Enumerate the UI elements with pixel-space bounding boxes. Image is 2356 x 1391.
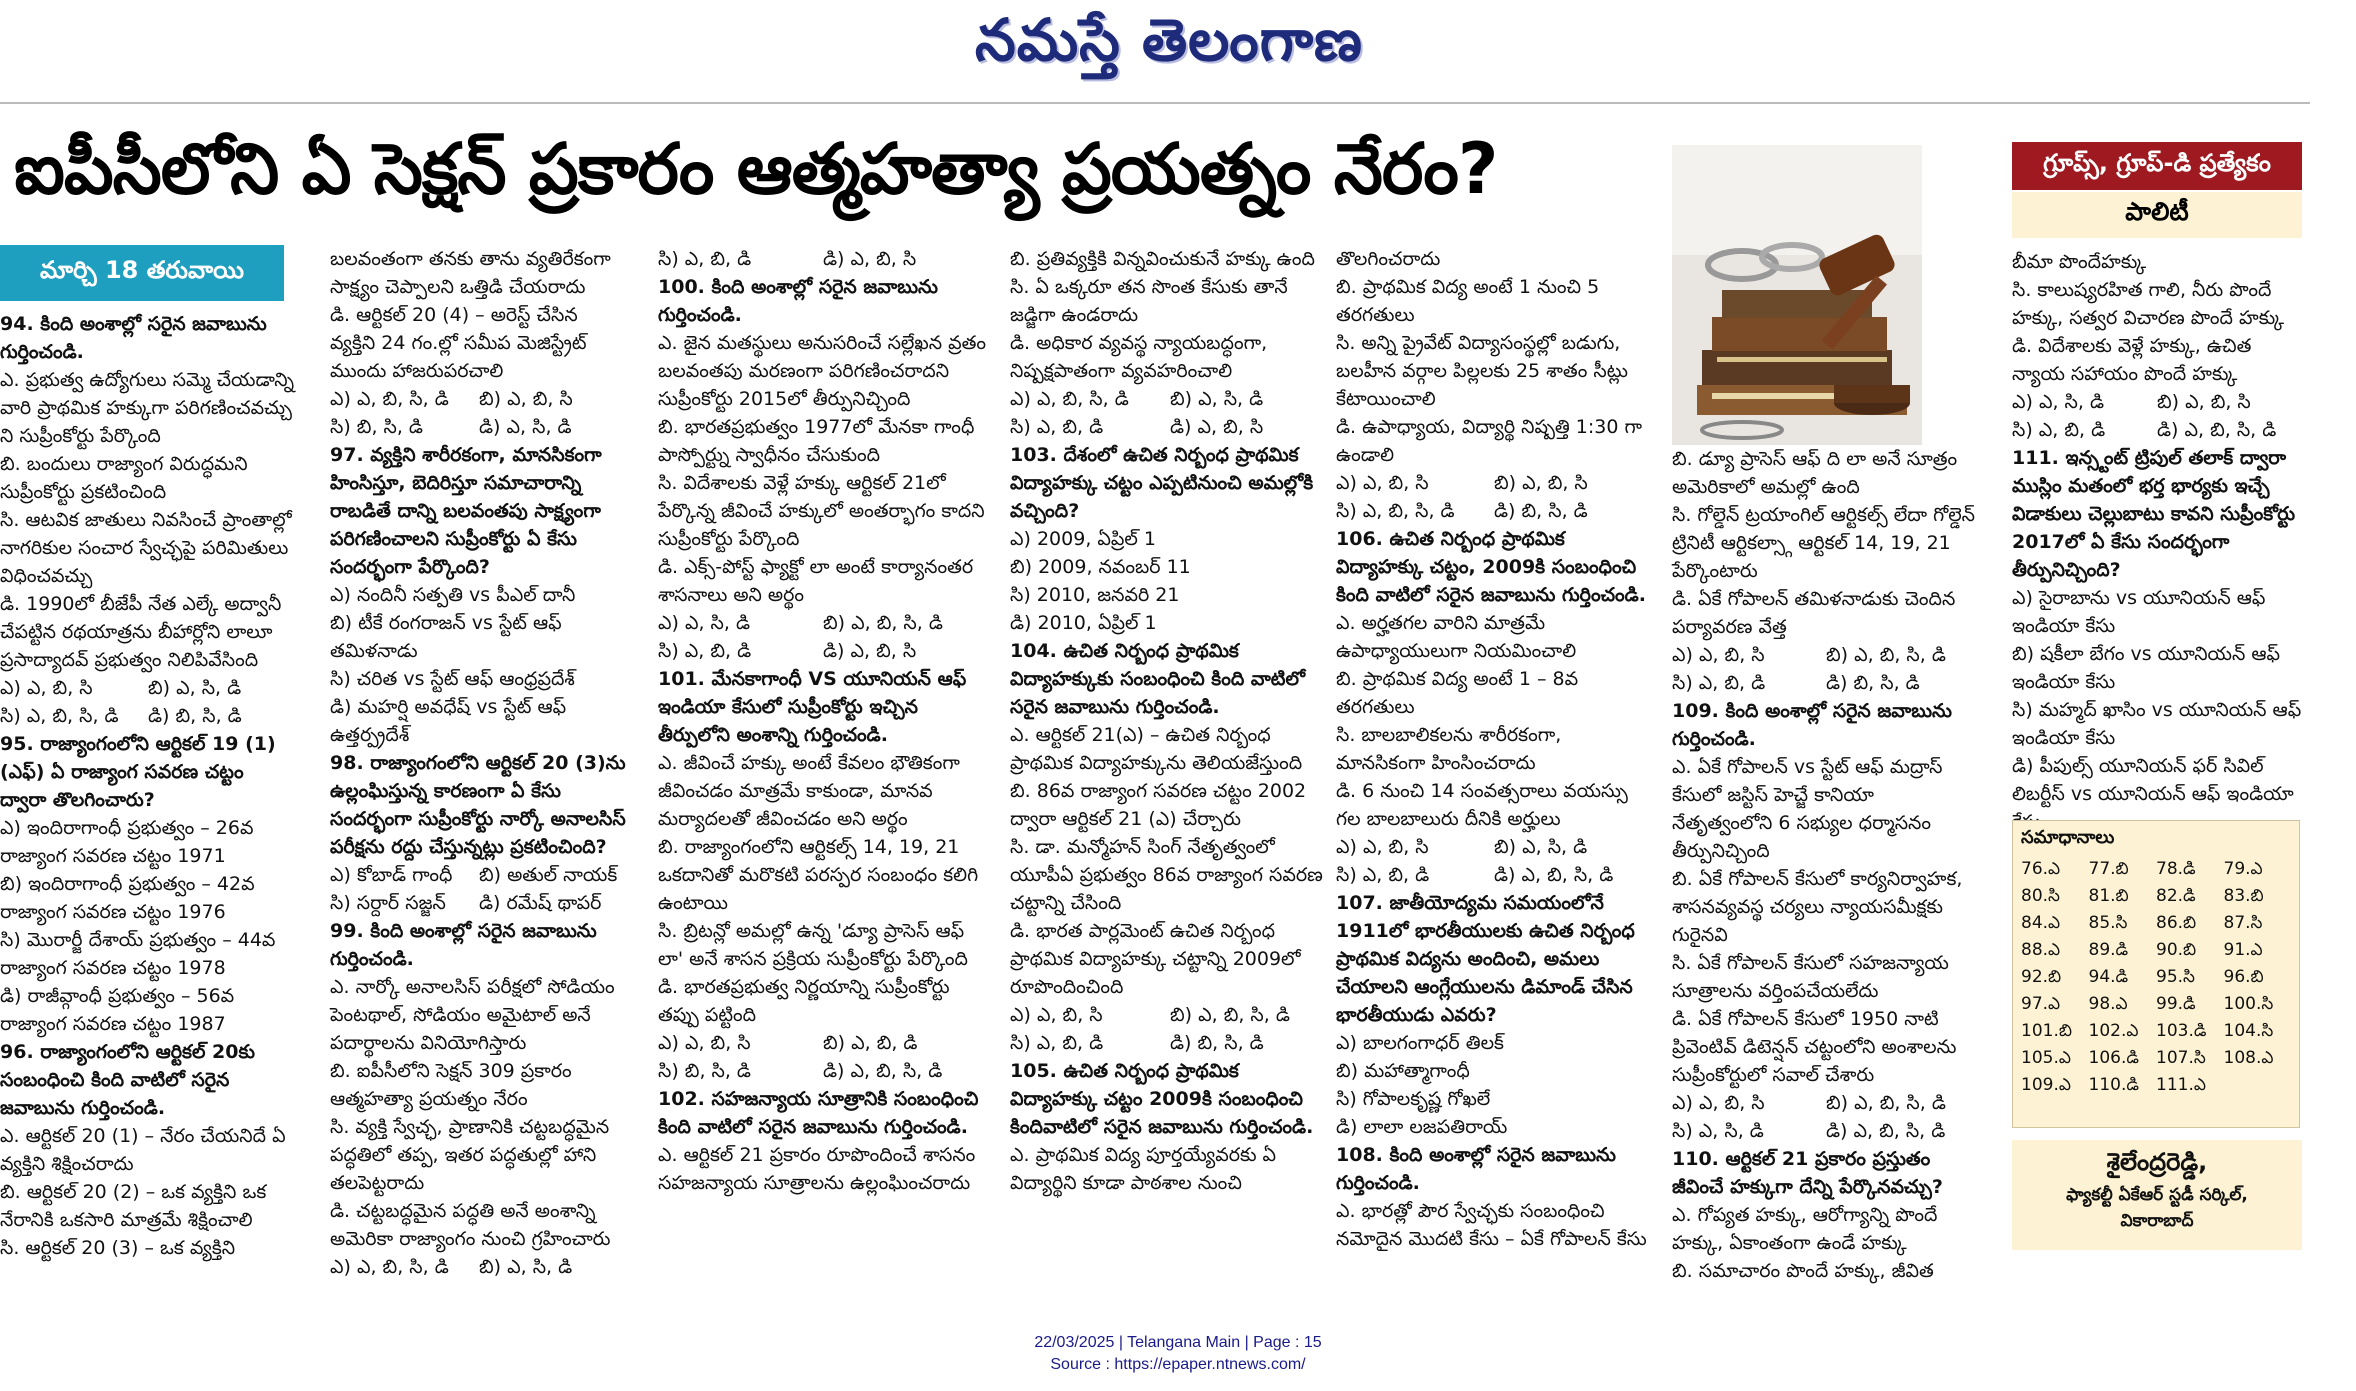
answer-key-item: 102.ఎ: [2088, 1021, 2139, 1041]
question-text: 108. కింది అంశాల్లో సరైన జవాబును గుర్తించండి.: [1336, 1144, 1616, 1194]
question-text: 102. సహజన్యాయ సూత్రానికి సంబంధించి కింది వాటిలో సరైన జవాబును గుర్తించండి.: [658, 1088, 979, 1138]
answer-options: [1336, 469, 1652, 525]
option-text: సి) గోపాలకృష్ణ గోఖలే: [1336, 1088, 1491, 1110]
option-text: బీమా పొందేహక్కు: [2012, 251, 2147, 273]
answer-option: డి) ఎ, బి, సి, డి: [823, 1060, 943, 1082]
option-text: బి. డ్యూ ప్రాసెస్ ఆఫ్ ది లా అనే సూత్రం అమెరికాలో అమల్లో ఉంది: [1672, 448, 1958, 498]
option-text: సి. వ్యక్తి స్వేచ్ఛ, ప్రాణానికి చట్టబద్ధమైన పద్ధతిలో తప్ప, ఇతర పద్ధతుల్లో హాని తలపెట్టరాదు: [330, 1116, 610, 1194]
answer-key-item: 89.డి: [2088, 940, 2129, 960]
answer-key-item: 92.బి: [2021, 967, 2062, 987]
answer-option: డి) రమేష్ థాపర్: [479, 892, 602, 914]
answer-key-item: 83.బి: [2223, 886, 2264, 906]
masthead-divider: [0, 102, 2310, 104]
option-text: డి) పీపుల్స్ యూనియన్ ఫర్ సివిల్ లిబర్టీస్ vs యూనియన్ ఆఫ్ ఇండియా: [2012, 755, 2294, 805]
answer-options: [658, 609, 988, 665]
answer-option: సి) ఎ, బి, డి: [658, 248, 752, 270]
option-text: ఎ. గోప్యత హక్కు, ఆరోగ్యాన్ని పొందే హక్కు, ఏకాంతంగా ఉండే హక్కు: [1672, 1204, 1938, 1254]
answer-option: ఎ) ఎ, బి, సి, డి: [330, 388, 449, 410]
answer-option: డి) బి, సి, డి: [1494, 500, 1588, 522]
answer-key-item: 99.డి: [2156, 994, 2196, 1014]
option-text: ఎ. జీవించే హక్కు అంటే కేవలం భౌతికంగా జీవించడం మాత్రమే కాకుండా, మానవ మర్యాదలతో జీవించడం అని అర్థం: [658, 752, 960, 830]
option-text: బి. ఆర్టికల్ 20 (2) – ఒక వ్యక్తిని ఒక నేరానికి ఒకసారి మాత్రమే శిక్షించాలి: [0, 1181, 267, 1231]
option-text: సి. అన్ని ప్రైవేట్ విద్యాసంస్థల్లో బడుగు, బలహీన వర్గాల పిల్లలకు 25 శాతం సీట్లు కేటాయించాలి: [1336, 332, 1628, 410]
option-text: డి. భారత పార్లమెంట్ ఉచిత నిర్బంధ ప్రాథమిక విద్యాహక్కు చట్టాన్ని 2009లో రూపొందించింది: [1010, 920, 1301, 998]
option-text: ఎ. ఆర్టికల్ 21(ఎ) – ఉచిత నిర్బంధ ప్రాథమిక విద్యాహక్కును తెలియజేస్తుంది: [1010, 724, 1303, 774]
article-column-3: [658, 245, 988, 1197]
article-column-7: [2012, 248, 2302, 836]
answer-option: సి) ఎ, బి, డి: [1010, 416, 1104, 438]
article-column-4: [1010, 245, 1330, 1197]
question-text: 94. కింది అంశాల్లో సరైన జవాబును గుర్తించండి.: [0, 313, 267, 363]
option-text: డి. ఎక్స్-పోస్ట్ ఫ్యాక్టో లా అంటే కార్యానంతర శాసనాలు అని అర్థం: [658, 556, 974, 606]
answer-key-item: 76.ఎ: [2021, 859, 2061, 879]
article-column-6: [1672, 445, 1980, 1285]
option-text: సి. గోల్డెన్ ట్రయాంగిల్ ఆర్టికల్స్ లేదా గోల్డెన్ ట్రినిటీ ఆర్టికల్స్గా ఆర్టికల్ 14, 19, 21 పేర్కొంటారు: [1672, 504, 1975, 582]
option-text: ఎ) ఇందిరాగాంధీ ప్రభుత్వం – 26వ రాజ్యాంగ సవరణ చట్టం 1971: [0, 817, 254, 867]
answer-key-item: 81.బి: [2088, 886, 2129, 906]
option-text: సి) చరిత vs స్టేట్ ఆఫ్ ఆంధ్రప్రదేశ్: [330, 668, 575, 690]
answer-option: డి) బి, సి, డి: [148, 705, 242, 727]
question-text: 95. రాజ్యాంగంలోని ఆర్టికల్ 19 (1) (ఎఫ్) ఏ రాజ్యాంగ సవరణ చట్టం ద్వారా తొలగించారు?: [0, 733, 276, 811]
answer-key-item: 91.ఎ: [2223, 940, 2263, 960]
answer-option: బి) ఎ, బి, సి: [2157, 391, 2251, 413]
footer-source-line: Source : https://epaper.ntnews.com/: [1050, 1356, 1306, 1373]
answer-option: డి) బి, సి, డి: [1826, 672, 1920, 694]
option-text: సి. విదేశాలకు వెళ్లే హక్కు ఆర్టికల్ 21లో పేర్కొన్న జీవించే హక్కులో అంతర్భాగం కాదని సుప్రీంకోర్టు పేర్కొంది: [658, 472, 985, 550]
answer-option: డి) ఎ, బి, సి, డి: [2157, 419, 2277, 441]
option-text: సి. బ్రిటన్లో అమల్లో ఉన్న 'డ్యూ ప్రాసెస్ ఆఫ్ లా' అనే శాసన ప్రక్రియ సుప్రీంకోర్టు పేర్కొంది: [658, 920, 968, 970]
option-text: డి) రాజీవ్గాంధీ ప్రభుత్వం – 56వ రాజ్యాంగ సవరణ చట్టం 1987: [0, 985, 235, 1035]
option-text: ఎ. అర్హతగల వారిని మాత్రమే ఉపాధ్యాయులుగా నియమించాలి: [1336, 612, 1577, 662]
author-affiliation: ఫ్యాకల్టీ ఏకేఆర్ స్టడీ సర్కిల్,: [2066, 1185, 2248, 1205]
option-text: సి) మొరార్జీ దేశాయ్ ప్రభుత్వం – 44వ రాజ్యాంగ సవరణ చట్టం 1978: [0, 929, 276, 979]
answer-key-item: 78.డి: [2156, 859, 2196, 879]
answer-option: ఎ) ఎ, బి, సి: [658, 1032, 751, 1054]
answer-option: ఎ) ఎ, బి, సి, డి: [1010, 388, 1129, 410]
option-text: తొలగించరాదు: [1336, 248, 1441, 270]
option-text: సి) మహ్మద్ ఖాసిం vs యూనియన్ ఆఫ్ ఇండియా కేసు: [2012, 699, 2302, 749]
author-name: శైలేంద్రరెడ్డి,: [2106, 1148, 2208, 1176]
answer-key-item: 109.ఎ: [2021, 1075, 2071, 1095]
question-text: 101. మేనకాగాంధీ VS యూనియన్ ఆఫ్ ఇండియా కేసులో సుప్రీంకోర్టు ఇచ్చిన తీర్పులోని అంశాన్ని గుర్తించండి.: [658, 668, 967, 746]
answer-options: [1010, 1001, 1330, 1057]
answer-option: ఎ) ఎ, బి, సి: [1010, 1004, 1103, 1026]
option-text: డి) 2010, ఏప్రిల్ 1: [1010, 612, 1157, 634]
option-text: ఎ) బాలగంగాధర్ తిలక్: [1336, 1032, 1504, 1054]
answer-option: ఎ) ఎ, బి, సి: [1672, 1092, 1765, 1114]
answer-option: సి) ఎ, బి, సి, డి: [1336, 500, 1455, 522]
option-text: ఎ. నార్కో అనాలసిస్ పరీక్షలో సోడియం పెంటథాల్, సోడియం అమైటాల్ అనే పదార్థాలను వినియోగిస్తారు: [330, 976, 615, 1054]
answer-option: సి) ఎ, బి, డి: [1672, 672, 1766, 694]
answer-key-item: 111.ఎ: [2156, 1075, 2206, 1095]
option-text: డి. విదేశాలకు వెళ్లే హక్కు, ఉచిత న్యాయ సహాయం పొందే హక్కు: [2012, 335, 2252, 385]
answer-options: [330, 861, 628, 917]
question-text: 99. కింది అంశాల్లో సరైన జవాబును గుర్తించండి.: [330, 920, 597, 970]
answer-key-grid: [2021, 856, 2291, 1099]
answer-option: డి) ఎ, బి, సి: [823, 640, 917, 662]
answer-option: బి) ఎ, సి, డి: [1494, 836, 1588, 858]
question-text: 97. వ్యక్తిని శారీరకంగా, మానసికంగా హింసిస్తూ, బెదిరిస్తూ సమాచారాన్ని రాబడితే దాన్ని బలవంతపు సాక్ష్యంగా పరిగణించాలని సుప్రీంకోర్టు ఏ కేసు సందర్భంగా పేర్కొంది?: [330, 444, 602, 578]
question-text: 96. రాజ్యాంగంలోని ఆర్టికల్ 20కు సంబంధించి కింది వాటిలో సరైన జవాబును గుర్తించండి.: [0, 1041, 255, 1119]
question-text: 110. ఆర్టికల్ 21 ప్రకారం ప్రస్తుతం జీవించే హక్కుగా దేన్ని పేర్కొనవచ్చు?: [1672, 1148, 1943, 1198]
option-text: సి. ఏకే గోపాలన్ కేసులో సహజన్యాయ సూత్రాలను వర్తింపచేయలేదు: [1672, 952, 1949, 1002]
option-text: డి. భారతప్రభుత్వ నిర్ణయాన్ని సుప్రీంకోర్టు తప్పు పట్టింది: [658, 976, 950, 1026]
option-text: ఎ. ఆర్టికల్ 21 ప్రకారం రూపొందించే శాసనం సహజన్యాయ సూత్రాలను ఉల్లంఘించరాదు: [658, 1144, 976, 1194]
answer-option: ఎ) ఎ, బి, సి: [1672, 644, 1765, 666]
answer-option: డి) బి, సి, డి: [1170, 1032, 1264, 1054]
option-text: డి) మహర్షి అవధేష్ vs స్టేట్ ఆఫ్ ఉత్తర్ప్రదేశ్: [330, 696, 567, 746]
answer-options: [0, 674, 296, 730]
answer-option: సి) ఎ, బి, సి, డి: [0, 705, 119, 727]
question-text: 109. కింది అంశాల్లో సరైన జవాబును గుర్తించండి.: [1672, 700, 1952, 750]
answer-key-item: 106.డి: [2088, 1048, 2139, 1068]
answer-option: బి) ఎ, బి, సి, డి: [1826, 1092, 1946, 1114]
answer-options: [330, 385, 628, 441]
answer-key-item: 90.బి: [2156, 940, 2197, 960]
answer-key-item: 86.బి: [2156, 913, 2197, 933]
answer-option: ఎ) ఎ, సి, డి: [2012, 391, 2105, 413]
answer-option: బి) ఎ, బి, డి: [823, 1032, 918, 1054]
answer-option: ఎ) ఎ, బి, సి: [0, 677, 93, 699]
author-location: వికారాబాద్: [2120, 1211, 2194, 1231]
answer-option: బి) ఎ, సి, డి: [148, 677, 242, 699]
option-text: సి. కాలుష్యరహిత గాలి, నీరు పొందే హక్కు, సత్వర విచారణ పొందే హక్కు: [2012, 279, 2285, 329]
question-text: 100. కింది అంశాల్లో సరైన జవాబును గుర్తించండి.: [658, 276, 938, 326]
option-text: డి. 6 నుంచి 14 సంవత్సరాలు వయస్సు గల బాలబాలురు దీనికి అర్హులు: [1336, 780, 1628, 830]
option-text: బి) షకీలా బేగం vs యూనియన్ ఆఫ్ ఇండియా కేసు: [2012, 643, 2281, 693]
option-text: సి) 2010, జనవరి 21: [1010, 584, 1180, 606]
option-text: డి. ఆర్టికల్ 20 (4) – అరెస్ట్ చేసిన వ్యక్తిని 24 గం.ల్లో సమీప మెజిస్ట్రేట్ ముందు హాజరుపరచాలి: [330, 304, 587, 382]
question-text: 98. రాజ్యాంగంలోని ఆర్టికల్ 20 (3)ను ఉల్లంఘిస్తున్న కారణంగా ఏ కేసు సందర్భంగా సుప్రీంకోర్టు నార్కో అనాలసిస్ పరీక్షను రద్దు చేస్తున్నట్లు ప్రకటించింది?: [330, 752, 626, 858]
answer-key-item: 88.ఎ: [2021, 940, 2061, 960]
section-tag: మార్చి 18 తరువాయి: [0, 245, 284, 301]
question-text: 105. ఉచిత నిర్బంధ ప్రాథమిక విద్యాహక్కు చట్టం 2009కి సంబంధించి కిందివాటిలో సరైన జవాబును గుర్తించండి.: [1010, 1060, 1314, 1138]
author-credit: [2012, 1140, 2302, 1250]
question-text: 104. ఉచిత నిర్బంధ ప్రాథమిక విద్యాహక్కుకు సంబంధించి కింది వాటిలో సరైన జవాబును గుర్తించండి.: [1010, 640, 1306, 718]
answer-key-item: 77.బి: [2088, 859, 2129, 879]
option-text: సి. బాలబాలికలను శారీరకంగా, మానసికంగా హింసించరాదు: [1336, 724, 1562, 774]
answer-option: సి) ఎ, సి, డి: [1672, 1120, 1764, 1142]
newspaper-logo: నమస్తే తెలంగాణ: [975, 6, 1363, 74]
answer-key-item: 104.సి: [2223, 1021, 2274, 1041]
option-text: బి. రాజ్యాంగంలోని ఆర్టికల్స్ 14, 19, 21 ఒకదానితో మరొకటి పరస్పర సంబంధం కలిగి ఉంటాయి: [658, 836, 979, 914]
option-text: ఎ) సైరాబాను vs యూనియన్ ఆఫ్ ఇండియా కేసు: [2012, 587, 2266, 637]
gavel-books-photo: [1672, 145, 1922, 445]
option-text: డి) లాలా లజపతిరాయ్: [1336, 1116, 1508, 1138]
option-text: సి. ఏ ఒక్కరూ తన సొంత కేసుకు తానే జడ్జిగా ఉండరాదు: [1010, 276, 1288, 326]
article-headline: ఐపీసీలోని ఏ సెక్షన్ ప్రకారం ఆత్మహత్యా ప్రయత్నం నేరం?: [14, 128, 1498, 210]
answer-key-item: 100.సి: [2223, 994, 2274, 1014]
answer-key-item: 108.ఎ: [2223, 1048, 2274, 1068]
answer-option: బి) ఎ, సి, డి: [479, 1256, 573, 1278]
page-footer: [0, 1332, 2356, 1376]
answer-key-item: 103.డి: [2156, 1021, 2207, 1041]
answer-key-item: 84.ఎ: [2021, 913, 2061, 933]
answer-option: బి) ఎ, బి, సి, డి: [823, 612, 943, 634]
option-text: సి. డా. మన్మోహన్ సింగ్ నేతృత్వంలో యూపీఏ ప్రభుత్వం 86వ రాజ్యాంగ సవరణ చట్టాన్ని చేసింది: [1010, 836, 1323, 914]
answer-key-item: 96.బి: [2223, 967, 2264, 987]
option-text: ఎ. ఏకే గోపాలన్ vs స్టేట్ ఆఫ్ మద్రాస్ కేసులో జస్టిస్ హెచ్జే కానియా నేతృత్వంలోని 6 సభ్యుల ధర్మాసనం తీర్పునిచ్చింది: [1672, 756, 1943, 862]
option-text: ఎ. జైన మతస్థులు అనుసరించే సల్లేఖన వ్రతం బలవంతపు మరణంగా పరిగణించరాదని సుప్రీంకోర్టు 2015లో తీర్పునిచ్చింది: [658, 332, 987, 410]
answer-option: డి) ఎ, బి, సి, డి: [1494, 864, 1614, 886]
answer-options: [1010, 385, 1330, 441]
option-text: డి. ఉపాధ్యాయ, విద్యార్థి నిష్పత్తి 1:30 గా ఉండాలి: [1336, 416, 1643, 466]
option-text: ఎ. భారత్లో పౌర స్వేచ్ఛకు సంబంధించి నమోదైన మొదటి కేసు – ఏకే గోపాలన్ కేసు: [1336, 1200, 1647, 1250]
option-text: బి. 86వ రాజ్యాంగ సవరణ చట్టం 2002 ద్వారా ఆర్టికల్ 21 (ఎ) చేర్చారు: [1010, 780, 1307, 830]
option-text: బి. ఏకే గోపాలన్ కేసులో కార్యనిర్వాహక, శాసనవ్యవస్థ చర్యలు న్యాయసమీక్షకు గురైనవి: [1672, 868, 1963, 946]
option-text: బి. భారతప్రభుత్వం 1977లో మేనకా గాంధీ పాస్పోర్ట్ను స్వాధీనం చేసుకుంది: [658, 416, 975, 466]
answer-option: సి) ఎ, బి, డి: [1336, 864, 1430, 886]
answer-option: సి) ఎ, బి, డి: [2012, 419, 2106, 441]
option-text: బి) ఇందిరాగాంధీ ప్రభుత్వం – 42వ రాజ్యాంగ సవరణ చట్టం 1976: [0, 873, 255, 923]
answer-key-item: 95.సి: [2156, 967, 2195, 987]
answer-options: [330, 1253, 628, 1281]
answer-options: [658, 245, 988, 273]
answer-option: డి) ఎ, బి, సి: [823, 248, 917, 270]
option-text: బి) టీకే రంగరాజన్ vs స్టేట్ ఆఫ్ తమిళనాడు: [330, 612, 562, 662]
answer-option: ఎ) ఎ, బి, సి: [1336, 836, 1429, 858]
answer-options: [1672, 641, 1980, 697]
answer-options: [658, 1029, 988, 1085]
option-text: ఎ. ఆర్టికల్ 20 (1) – నేరం చేయనిదే ఏ వ్యక్తిని శిక్షించరాదు: [0, 1125, 286, 1175]
answer-key-item: 79.ఎ: [2223, 859, 2263, 879]
article-column-2: [330, 245, 628, 1281]
answer-key-item: 101.బి: [2021, 1021, 2072, 1041]
question-text: 103. దేశంలో ఉచిత నిర్బంధ ప్రాథమిక విద్యాహక్కు చట్టం ఎప్పటినుంచి అమల్లోకి వచ్చింది?: [1010, 444, 1314, 522]
option-text: బి) మహాత్మాగాంధీ: [1336, 1060, 1470, 1082]
answer-key-item: 110.డి: [2088, 1075, 2139, 1095]
footer-edition-line: 22/03/2025 | Telangana Main | Page : 15: [1034, 1334, 1322, 1351]
answer-option: సి) బి, సి, డి: [330, 416, 423, 438]
answer-option: డి) ఎ, బి, సి: [1170, 416, 1264, 438]
answer-key-item: 80.సి: [2021, 886, 2060, 906]
option-text: బి. ప్రాథమిక విద్య అంటే 1 – 8వ తరగతులు: [1336, 668, 1579, 718]
answer-key-box: [2012, 820, 2300, 1128]
answer-option: డి) ఎ, సి, డి: [479, 416, 572, 438]
answer-option: బి) ఎ, బి, సి: [479, 388, 573, 410]
group-exam-banner: గ్రూప్స్, గ్రూప్-డి ప్రత్యేకం: [2012, 142, 2302, 190]
option-text: సి. ఆర్టికల్ 20 (3) – ఒక వ్యక్తిని: [0, 1237, 236, 1259]
article-column-5: [1336, 245, 1652, 1253]
answer-key-item: 105.ఎ: [2021, 1048, 2071, 1068]
option-text: బి. బందులు రాజ్యాంగ విరుద్ధమని సుప్రీంకోర్టు ప్రకటించింది: [0, 453, 248, 503]
answer-options: [1672, 1089, 1980, 1145]
option-text: డి. 1990లో బీజేపీ నేత ఎల్కే అద్వానీ చేపట్టిన రథయాత్రను బీహార్లోని లాలూ ప్రసాద్యాదవ్ ప్రభుత్వం నిలిపివేసింది: [0, 593, 282, 671]
answer-key-item: 87.సి: [2223, 913, 2263, 933]
answer-option: బి) ఎ, సి, డి: [1170, 388, 1264, 410]
answer-option: బి) అతుల్ నాయక్: [479, 864, 618, 886]
option-text: డి. ఏకే గోపాలన్ తమిళనాడుకు చెందిన పర్యావరణ వేత్త: [1672, 588, 1956, 638]
answer-key-item: 85.సి: [2088, 913, 2128, 933]
answer-option: ఎ) కోబాడ్ గాంధీ: [330, 864, 453, 886]
answer-key-item: 94.డి: [2088, 967, 2129, 987]
answer-option: ఎ) ఎ, బి, సి: [1336, 472, 1429, 494]
answer-option: సి) ఎ, బి, డి: [1010, 1032, 1104, 1054]
article-column-1: [0, 310, 296, 1262]
option-text: బలవంతంగా తనకు తాను వ్యతిరేకంగా సాక్ష్యం చెప్పాలని ఒత్తిడి చేయరాదు: [330, 248, 611, 298]
answer-options: [1336, 833, 1652, 889]
question-text: 106. ఉచిత నిర్బంధ ప్రాథమిక విద్యాహక్కు చట్టం, 2009కి సంబంధించి కింది వాటిలో సరైన జవాబును గుర్తించండి.: [1336, 528, 1646, 606]
option-text: ఎ. ప్రాథమిక విద్య పూర్తయ్యేవరకు ఏ విద్యార్థిని కూడా పాఠశాల నుంచి: [1010, 1144, 1277, 1194]
answer-option: బి) ఎ, బి, సి, డి: [1826, 644, 1946, 666]
masthead: [0, 0, 2356, 100]
option-text: బి) 2009, నవంబర్ 11: [1010, 556, 1191, 578]
option-text: బి. ఐపీసీలోని సెక్షన్ 309 ప్రకారం ఆత్మహత్యా ప్రయత్నం నేరం: [330, 1060, 572, 1110]
answer-option: సి) బి, సి, డి: [658, 1060, 751, 1082]
option-text: ఎ) నందినీ సత్పతి vs పీఎల్ దానీ: [330, 584, 576, 606]
answer-option: బి) ఎ, బి, సి, డి: [1170, 1004, 1290, 1026]
option-text: ఎ. ప్రభుత్వ ఉద్యోగులు సమ్మె చేయడాన్ని వారి ప్రాథమిక హక్కుగా పరిగణించవచ్చు ని సుప్రీంకోర్టు పేర్కొంది: [0, 369, 295, 447]
option-text: సి. ఆటవిక జాతులు నివసించే ప్రాంతాల్లో నాగరికుల సంచార స్వేచ్ఛపై పరిమితులు విధించవచ్చు: [0, 509, 292, 587]
option-text: బి. సమాచారం పొందే హక్కు, జీవిత: [1672, 1260, 1934, 1282]
answer-option: బి) ఎ, బి, సి: [1494, 472, 1588, 494]
option-text: ఎ) 2009, ఏప్రిల్ 1: [1010, 528, 1157, 550]
option-text: బి. ప్రాథమిక విద్య అంటే 1 నుంచి 5 తరగతులు: [1336, 276, 1600, 326]
answer-option: ఎ) ఎ, బి, సి, డి: [330, 1256, 449, 1278]
answer-option: సి) ఎ, బి, డి: [658, 640, 752, 662]
question-text: 111. ఇన్స్టంట్ ట్రిపుల్ తలాక్ ద్వారా ముస్లిం మతంలో భర్త భార్యకు ఇచ్చే విడాకులు చెల్లుబాటు కావని సుప్రీంకోర్టు 2017లో ఏ కేసు సందర్భంగా తీర్పునిచ్చింది?: [2012, 447, 2296, 581]
option-text: డి. ఏకే గోపాలన్ కేసులో 1950 నాటి ప్రివెంటివ్ డిటెన్షన్ చట్టంలోని అంశాలను సుప్రీంకోర్టులో సవాల్ చేశారు: [1672, 1008, 1957, 1086]
answer-key-item: 97.ఎ: [2021, 994, 2061, 1014]
answer-key-item: 107.సి: [2156, 1048, 2206, 1068]
answer-option: సి) సర్దార్ సజ్జన్: [330, 892, 446, 914]
polity-subject-tag: పాలిటీ: [2012, 192, 2302, 238]
answer-key-item: 98.ఎ: [2088, 994, 2128, 1014]
option-text: బి. ప్రతివ్యక్తికి విన్నవించుకునే హక్కు ఉంది: [1010, 248, 1315, 270]
option-text: డి. చట్టబద్ధమైన పద్ధతి అనే అంశాన్ని అమెరికా రాజ్యాంగం నుంచి గ్రహించారు: [330, 1200, 611, 1250]
option-text: డి. అధికార వ్యవస్థ న్యాయబద్ధంగా, నిష్పక్షపాతంగా వ్యవహరించాలి: [1010, 332, 1268, 382]
answer-option: ఎ) ఎ, సి, డి: [658, 612, 751, 634]
answer-option: డి) ఎ, బి, సి, డి: [1826, 1120, 1946, 1142]
answer-key-item: 82.డి: [2156, 886, 2196, 906]
answer-key-title: సమాధానాలు: [2021, 827, 2115, 848]
question-text: 107. జాతీయోద్యమ సమయంలోనే 1911లో భారతీయులకు ఉచిత నిర్బంధ ప్రాథమిక విద్యను అందించి, అమలు చేయాలని ఆంగ్లేయులను డిమాండ్ చేసిన భారతీయుడు ఎవరు?: [1336, 892, 1635, 1026]
answer-options: [2012, 388, 2302, 444]
